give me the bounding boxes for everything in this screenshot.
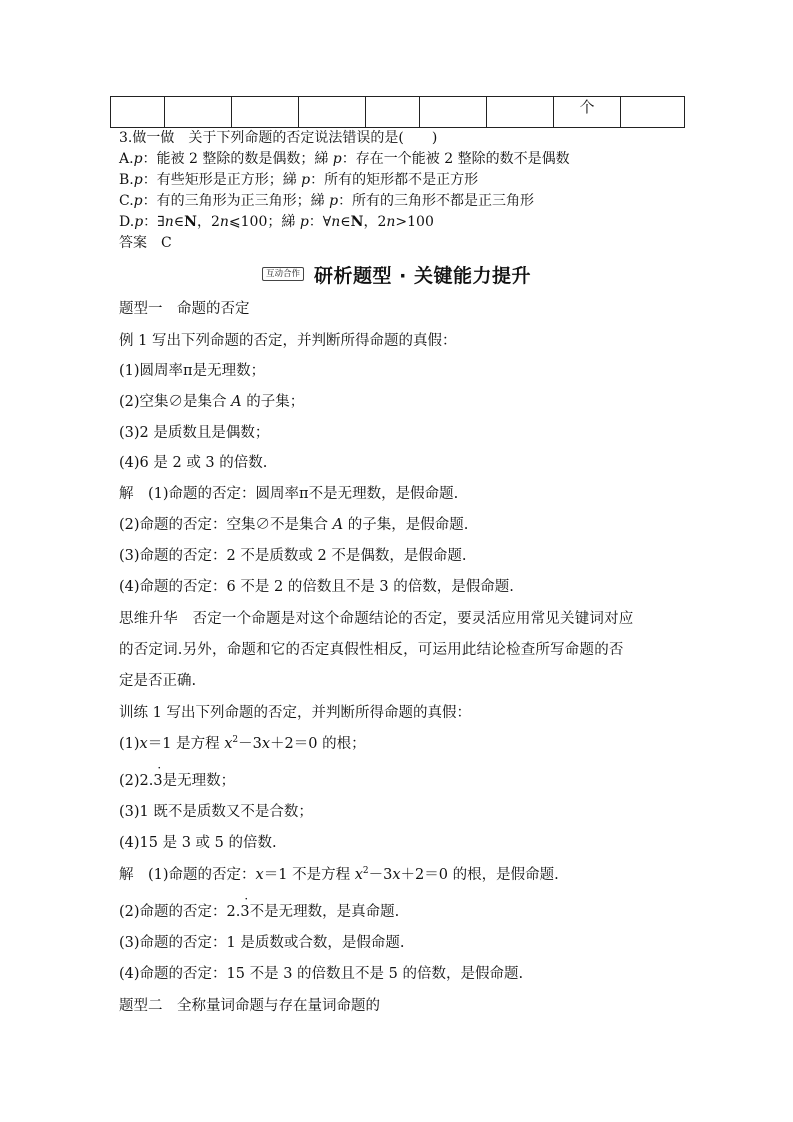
- q3-title: 3.做一做 关于下列命题的否定说法错误的是( ): [119, 130, 438, 146]
- table-cell: [165, 97, 232, 128]
- example1-item-2: (2)空集∅是集合 A 的子集；: [119, 394, 305, 410]
- solution2-item-1: 解 (1)命题的否定：x＝1 不是方程 $x^2-3x+2=0$ 的根，是假命题.: [119, 866, 559, 883]
- section-badge: 互动合作: [262, 267, 304, 281]
- training1-item-4: (4)15 是 3 或 5 的倍数.: [119, 835, 277, 851]
- training1-item-1: (1)x＝1 是方程 $x^2-3x+2=0$ 的根；: [119, 735, 366, 752]
- solution1-item-3: (3)命题的否定：2 不是质数或 2 不是偶数，是假命题.: [119, 548, 467, 564]
- table-cell: [232, 97, 299, 128]
- example1-item-4: (4)6 是 2 或 3 的倍数.: [119, 455, 268, 471]
- q3-option-a: A.p：能被 2 整除的数是偶数；綈 p：存在一个能被 2 整除的数不是偶数: [119, 151, 570, 167]
- q3-option-c: C.p：有的三角形为正三角形；綈 p：所有的三角形不都是正三角形: [119, 193, 535, 209]
- table-row: [111, 97, 685, 128]
- solution1-item-2: (2)命题的否定：空集∅不是集合 A 的子集，是假命题.: [119, 517, 469, 533]
- solution2-item-3: (3)命题的否定：1 是质数或合数，是假命题.: [119, 935, 405, 951]
- table-cell: 个: [554, 97, 621, 128]
- solution2-item-2: (2)命题的否定：2.· 3不是无理数，是真命题.: [119, 902, 399, 922]
- table-cell: [487, 97, 554, 128]
- table-cell: [366, 97, 420, 128]
- training1-prompt: 训练 1 写出下列命题的否定，并判断所得命题的真假：: [119, 705, 471, 721]
- q3-answer: 答案 C: [119, 235, 172, 251]
- thinking-line-3: 定是否正确.: [119, 673, 197, 689]
- table-cell: [111, 97, 165, 128]
- table-cell: [621, 97, 685, 128]
- type1-heading: 题型一 命题的否定: [119, 301, 250, 317]
- section-title: 研析题型 · 关键能力提升: [314, 265, 531, 287]
- table-cell: [420, 97, 487, 128]
- solution2-item-4: (4)命题的否定：15 不是 3 的倍数且不是 5 的倍数，是假命题.: [119, 966, 524, 982]
- q3-option-d: D.p：∃n∈N，2n⩽100；綈 p：∀n∈N，2n>100: [119, 214, 434, 230]
- type2-heading: 题型二 全称量词命题与存在量词命题的: [119, 998, 380, 1014]
- q3-option-b: B.p：有些矩形是正方形；綈 p：所有的矩形都不是正方形: [119, 172, 479, 188]
- training1-item-2: (2)2.· 3是无理数；: [119, 771, 235, 791]
- solution1-item-4: (4)命题的否定：6 不是 2 的倍数且不是 3 的倍数，是假命题.: [119, 579, 514, 595]
- example1-item-3: (3)2 是质数且是偶数；: [119, 425, 270, 441]
- solution1-item-1: 解 (1)命题的否定：圆周率π不是无理数，是假命题.: [119, 486, 459, 502]
- example1-prompt: 例 1 写出下列命题的否定，并判断所得命题的真假：: [119, 333, 457, 349]
- section-header: [0, 262, 793, 292]
- table-fragment: [110, 96, 685, 128]
- thinking-line-1: 思维升华 否定一个命题是对这个命题结论的否定，要灵活应用常见关键词对应: [119, 611, 634, 627]
- thinking-line-2: 的否定词.另外，命题和它的否定真假性相反，可运用此结论检查所写命题的否: [119, 642, 624, 658]
- example1-item-1: (1)圆周率π是无理数；: [119, 363, 266, 379]
- table-cell: [299, 97, 366, 128]
- training1-item-3: (3)1 既不是质数又不是合数；: [119, 804, 313, 820]
